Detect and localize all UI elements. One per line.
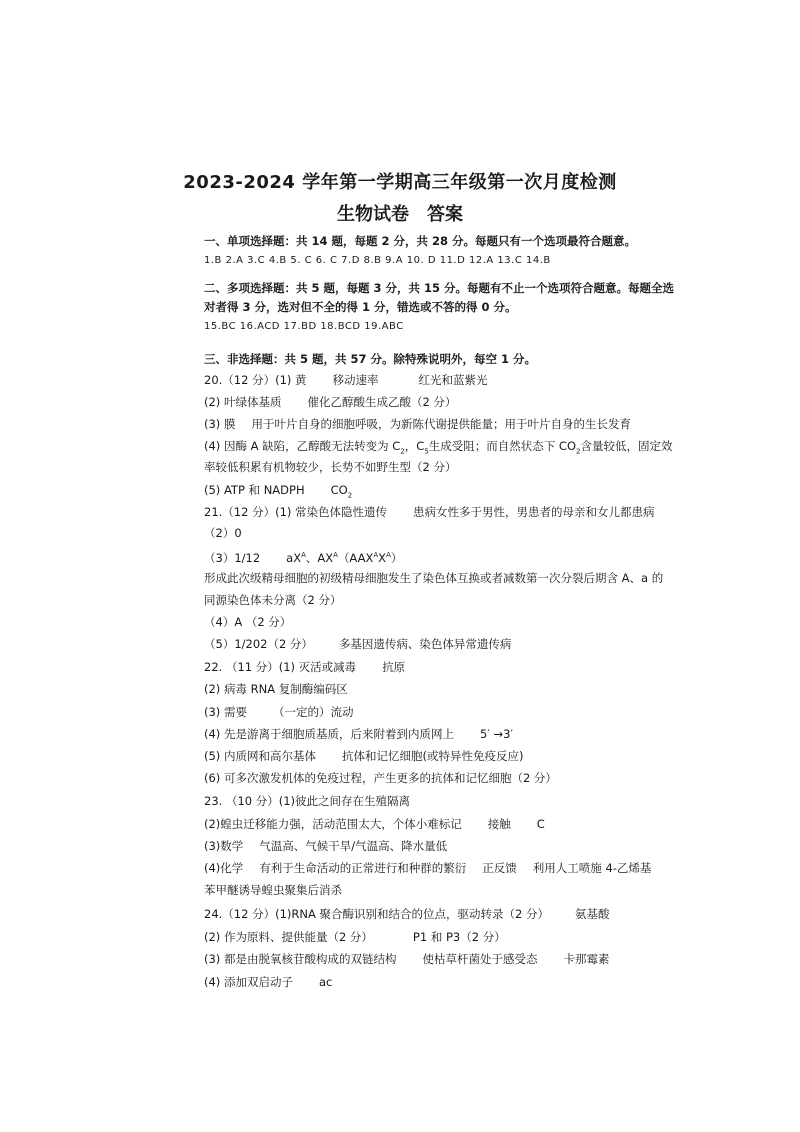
q20-line3: [204, 416, 631, 432]
q24-line4: [204, 974, 332, 990]
q21-line5: 同源染色体未分离（2 分）: [204, 593, 342, 607]
q20-co2-sub: 2: [347, 491, 353, 500]
q21-line6: （4）A （2 分）: [204, 615, 292, 629]
q23-line1: 23. （10 分）(1)彼此之间存在生殖隔离: [204, 794, 411, 808]
q23-part2-answer: (2)蝗虫迁移能力强，活动范围太大，个体小难标记: [204, 817, 462, 831]
section1-answers: 1.B 2.A 3.C 4.B 5. C 6. C 7.D 8.B 9.A 10. D 11.D 12.A 13.C 14.B: [204, 255, 551, 266]
q23-part4-answer-d: 利用人工喷施 4-乙烯基: [532, 861, 652, 875]
q24-part3-answer-b: 使枯草杆菌处于感受态: [422, 952, 538, 966]
q22-part1-answer-b: 抗原: [382, 660, 406, 674]
document-subtitle: [0, 200, 800, 226]
q20-line4: [204, 438, 673, 459]
q24-part3-answer-c: 卡那霉素: [563, 952, 610, 966]
q23-part3-answer-b: 气温高、气候干旱/气温高、降水量低: [259, 839, 448, 853]
q20-part1-answer: 20.（12 分）(1) 黄: [204, 373, 307, 387]
q21-line4: 形成此次级精母细胞的初级精母细胞发生了染色体互换或者减数第一次分裂后期含 A、a 的: [204, 571, 664, 585]
q20-part1-answer-c: 红光和蓝紫光: [418, 373, 488, 387]
document-title: 2023-2024 学年第一学期高三年级第一次月度检测: [183, 172, 617, 193]
q21-genotypes: [286, 547, 402, 566]
q23-line5: 苯甲醚诱导蝗虫聚集后消杀: [204, 883, 342, 897]
q21-line2: （2）0: [204, 526, 242, 540]
section2-heading-line2: 对者得 3 分，选对但不全的得 1 分，错选或不答的得 0 分。: [204, 300, 517, 314]
q24-part1-answer: 24.（12 分）(1)RNA 聚合酶识别和结合的位点，驱动转录（2 分）: [204, 907, 549, 921]
q21-part5-answer: （5）1/202（2 分）: [204, 637, 313, 651]
q21-line1: [204, 504, 655, 520]
q22-line5: [204, 748, 523, 764]
q20-part4-sub3: 2: [576, 447, 581, 456]
answer-label: 答案: [427, 204, 463, 225]
q21-genotype-b: 、AX: [305, 550, 334, 565]
q24-part2-answer-b: P1 和 P3（2 分）: [412, 930, 506, 944]
section3-heading: 三、非选择题：共 5 题，共 57 分。除特殊说明外，每空 1 分。: [204, 352, 537, 366]
q20-line2: [204, 394, 456, 410]
q22-part5-answer: (5) 内质网和高尔基体: [204, 749, 316, 763]
q21-line7: [204, 636, 511, 652]
q20-line6: [204, 482, 352, 503]
q21-part1-answer: 21.（12 分）(1) 常染色体隐性遗传: [204, 505, 388, 519]
q21-genotype-c: （AAX: [337, 550, 374, 565]
q21-genotype-sup2: A: [333, 551, 338, 559]
q20-part5-answer-b: [331, 482, 353, 503]
q20-part2-answer: (2) 叶绿体基质: [204, 395, 282, 409]
q20-part4-text-a: (4) 因酶 A 缺陷，乙醇酸无法转变为 C: [204, 439, 401, 453]
q21-genotype-d: X: [378, 550, 387, 565]
q23-part3-answer: (3)数学: [204, 839, 244, 853]
q21-part3-answer: （3）1/12: [204, 550, 261, 565]
q22-line2: (2) 病毒 RNA 复制酶编码区: [204, 682, 348, 696]
q22-line3: [204, 704, 353, 720]
q20-part4-sub2: 5: [424, 447, 429, 456]
q23-part2-answer-c: C: [536, 817, 545, 831]
q21-genotype-a: aX: [286, 550, 302, 565]
q24-part4-answer-b: ac: [318, 975, 333, 989]
q24-part3-answer: (3) 都是由脱氧核苷酸构成的双链结构: [204, 952, 397, 966]
q22-line4: [204, 726, 513, 742]
q24-part1-answer-b: 氨基酸: [574, 907, 610, 921]
q21-genotype-sup4: A: [386, 551, 391, 559]
q20-part4-sub1: 2: [400, 447, 405, 456]
q24-line2: [204, 929, 506, 945]
q21-part5-answer-b: 多基因遗传病、染色体异常遗传病: [338, 637, 512, 651]
q21-line3: [204, 547, 402, 566]
q22-line1: [204, 659, 405, 675]
q20-line1: [204, 372, 488, 388]
q20-part3-answer: (3) 膜: [204, 417, 236, 431]
q20-part4-text-c: 生成受阻；而自然状态下 CO: [428, 439, 577, 453]
section1-heading-text: 一、单项选择题：共 14 题，每题 2 分，共 28 分。每题只有一个选项最符合题意。: [204, 234, 637, 248]
subject-label: 生物试卷: [337, 204, 409, 225]
section2-answers: 15.BC 16.ACD 17.BD 18.BCD 19.ABC: [204, 321, 404, 332]
q22-part1-answer: 22. （11 分）(1) 灭活或减毒: [204, 660, 357, 674]
q23-part4-answer-c: 正反馈: [482, 861, 517, 875]
q20-line5: 率较低积累有机物较少，长势不如野生型（2 分）: [204, 460, 457, 474]
q22-part4-answer-b: 5′ →3′: [479, 727, 514, 741]
q21-genotype-sup3: A: [373, 551, 379, 559]
q23-part4-answer-b: 有利于生命活动的正常进行和种群的繁衍: [259, 861, 467, 875]
q23-line3: [204, 838, 447, 854]
q24-line3: [204, 951, 609, 967]
q20-part5-answer: (5) ATP 和 NADPH: [204, 483, 305, 497]
q22-part3-answer: (3) 需要: [204, 705, 247, 719]
q20-co2-text: CO: [330, 483, 348, 497]
q20-part3-answer-b: 用于叶片自身的细胞呼吸，为新陈代谢提供能量；用于叶片自身的生长发育: [251, 417, 631, 431]
q24-part2-answer: (2) 作为原料、提供能量（2 分）: [204, 930, 373, 944]
section2-heading-line1: 二、多项选择题：共 5 题，每题 3 分，共 15 分。每题有不止一个选项符合题意。每题全选: [204, 281, 675, 295]
q22-part4-answer: (4) 先是游离于细胞质基质，后来附着到内质网上: [204, 727, 454, 741]
q23-line2: [204, 816, 545, 832]
q20-part1-answer-b: 移动速率: [332, 373, 379, 387]
q20-part2-answer-b: 催化乙醇酸生成乙酸（2 分）: [307, 395, 457, 409]
q24-line1: [204, 906, 609, 922]
q23-part2-answer-b: 接触: [487, 817, 511, 831]
q23-line4: [204, 860, 651, 876]
q24-part4-answer: (4) 添加双启动子: [204, 975, 293, 989]
q22-part3-answer-b: （一定的）流动: [272, 705, 354, 719]
q20-part4-text-b: ，C: [404, 439, 425, 453]
q21-genotype-sup1: A: [301, 551, 306, 559]
q21-part1-answer-b: 患病女性多于男性，男患者的母亲和女儿都患病: [413, 505, 655, 519]
q22-part5-answer-b: 抗体和记忆细胞(或特异性免疫反应): [341, 749, 524, 763]
q23-part4-answer: (4)化学: [204, 861, 244, 875]
q21-genotype-e: ）: [390, 550, 403, 565]
q20-part4-text-d: 含量较低，固定效: [580, 439, 673, 453]
q22-line6: (6) 可多次激发机体的免疫过程，产生更多的抗体和记忆细胞（2 分）: [204, 771, 557, 785]
